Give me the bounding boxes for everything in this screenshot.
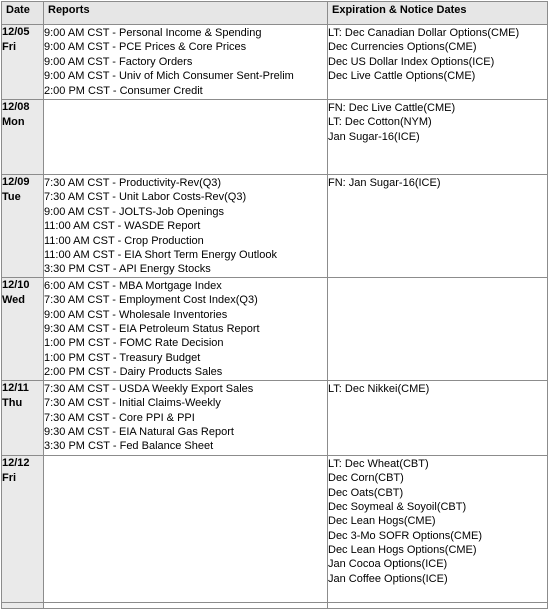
report-item: 7:30 AM CST - Core PPI & PPI	[44, 411, 195, 424]
reports-cell	[44, 100, 328, 175]
expiration-item: Dec Soymeal & Soyoil(CBT)	[328, 500, 467, 513]
expiration-cell	[328, 380, 548, 455]
expiration-item: Jan Coffee Options(ICE)	[328, 572, 448, 585]
expiration-item: LT: Dec Wheat(CBT)	[328, 457, 429, 470]
date-label: 12/10	[2, 278, 30, 291]
reports-cell	[44, 380, 328, 455]
expiration-item: Dec Live Cattle Options(CME)	[328, 70, 476, 83]
report-item: 9:30 AM CST - EIA Natural Gas Report	[44, 425, 234, 438]
report-item: 11:00 AM CST - Crop Production	[44, 234, 204, 247]
date-cell	[2, 277, 44, 380]
expiration-cell	[328, 455, 548, 602]
report-item: 7:30 AM CST - Productivity-Rev(Q3)	[44, 177, 222, 189]
report-item: 3:30 PM CST - API Energy Stocks	[44, 263, 211, 276]
date-cell	[2, 602, 44, 608]
expiration-cell	[328, 175, 548, 278]
expiration-item: Dec Currencies Options(CME)	[328, 41, 477, 54]
table-row	[2, 25, 548, 100]
date-cell	[2, 380, 44, 455]
expiration-item: Dec Lean Hogs(CME)	[328, 515, 436, 528]
table-row-partial	[2, 602, 548, 608]
report-item: 9:00 AM CST - PCE Prices & Core Prices	[44, 41, 247, 54]
reports-cell	[44, 175, 328, 278]
report-item: 9:30 AM CST - EIA Petroleum Status Report	[44, 322, 260, 335]
table-row	[2, 175, 548, 278]
date-cell	[2, 455, 44, 602]
expiration-item: Dec Oats(CBT)	[328, 486, 404, 499]
table-row	[2, 455, 548, 602]
report-item: 2:00 PM CST - Consumer Credit	[44, 84, 203, 97]
report-item: 7:30 AM CST - Employment Cost Index(Q3)	[44, 294, 258, 307]
expiration-cell	[328, 100, 548, 175]
date-column-header: Date	[2, 2, 44, 25]
day-label: Mon	[2, 116, 25, 128]
economic-calendar-table	[1, 1, 548, 609]
report-item: 11:00 AM CST - EIA Short Term Energy Outlook	[44, 248, 277, 261]
report-item: 1:00 PM CST - Treasury Budget	[44, 351, 201, 364]
expiration-item: Jan Cocoa Options(ICE)	[328, 558, 448, 571]
expiration-item: Dec Corn(CBT)	[328, 472, 404, 485]
expiration-item: FN: Dec Live Cattle(CME)	[328, 102, 456, 114]
date-cell	[2, 25, 44, 100]
header-row	[2, 2, 548, 25]
expiration-item: FN: Jan Sugar-16(ICE)	[328, 177, 441, 189]
expiration-item: LT: Dec Cotton(NYM)	[328, 116, 432, 129]
report-item: 2:00 PM CST - Dairy Products Sales	[44, 366, 223, 379]
reports-column-header: Reports	[44, 2, 328, 25]
report-item: 1:00 PM CST - FOMC Rate Decision	[44, 337, 224, 350]
day-label: Thu	[2, 396, 23, 409]
report-item: 9:00 AM CST - Wholesale Inventories	[44, 308, 228, 321]
reports-cell	[44, 455, 328, 602]
expiration-item: LT: Dec Nikkei(CME)	[328, 382, 430, 395]
report-item: 3:30 PM CST - Fed Balance Sheet	[44, 440, 214, 453]
report-item: 6:00 AM CST - MBA Mortgage Index	[44, 279, 222, 292]
date-label: 12/12	[2, 456, 30, 469]
date-label: 12/11	[2, 381, 29, 394]
expiration-item: Jan Sugar-16(ICE)	[328, 130, 420, 143]
expiration-column-header: Expiration & Notice Dates	[328, 2, 548, 25]
date-label: 12/08	[2, 101, 30, 113]
date-cell	[2, 100, 44, 175]
table-row	[2, 380, 548, 455]
date-label: 12/05	[2, 26, 30, 38]
report-item: 9:00 AM CST - Personal Income & Spending	[44, 27, 262, 39]
report-item: 9:00 AM CST - JOLTS-Job Openings	[44, 205, 224, 218]
report-item: 9:00 AM CST - Univ of Mich Consumer Sent-Prelim	[44, 70, 294, 83]
reports-cell	[44, 602, 328, 608]
expiration-item: LT: Dec Canadian Dollar Options(CME)	[328, 27, 520, 39]
day-label: Fri	[2, 471, 17, 484]
day-label: Wed	[2, 293, 26, 306]
date-label: 12/09	[2, 176, 30, 188]
expiration-cell	[328, 277, 548, 380]
table-row	[2, 100, 548, 175]
expiration-item: Dec 3-Mo SOFR Options(CME)	[328, 529, 483, 542]
reports-cell	[44, 277, 328, 380]
expiration-item: Dec US Dollar Index Options(ICE)	[328, 55, 495, 68]
reports-cell	[44, 25, 328, 100]
table-row	[2, 277, 548, 380]
expiration-item: Dec Lean Hogs Options(CME)	[328, 544, 477, 557]
report-item: 7:30 AM CST - USDA Weekly Export Sales	[44, 382, 254, 395]
day-label: Fri	[2, 41, 17, 53]
expiration-cell	[328, 602, 548, 608]
report-item: 7:30 AM CST - Initial Claims-Weekly	[44, 397, 221, 410]
day-label: Tue	[2, 191, 21, 203]
report-item: 9:00 AM CST - Factory Orders	[44, 55, 193, 68]
report-item: 11:00 AM CST - WASDE Report	[44, 220, 201, 233]
report-item: 7:30 AM CST - Unit Labor Costs-Rev(Q3)	[44, 191, 247, 204]
date-cell	[2, 175, 44, 278]
expiration-cell	[328, 25, 548, 100]
